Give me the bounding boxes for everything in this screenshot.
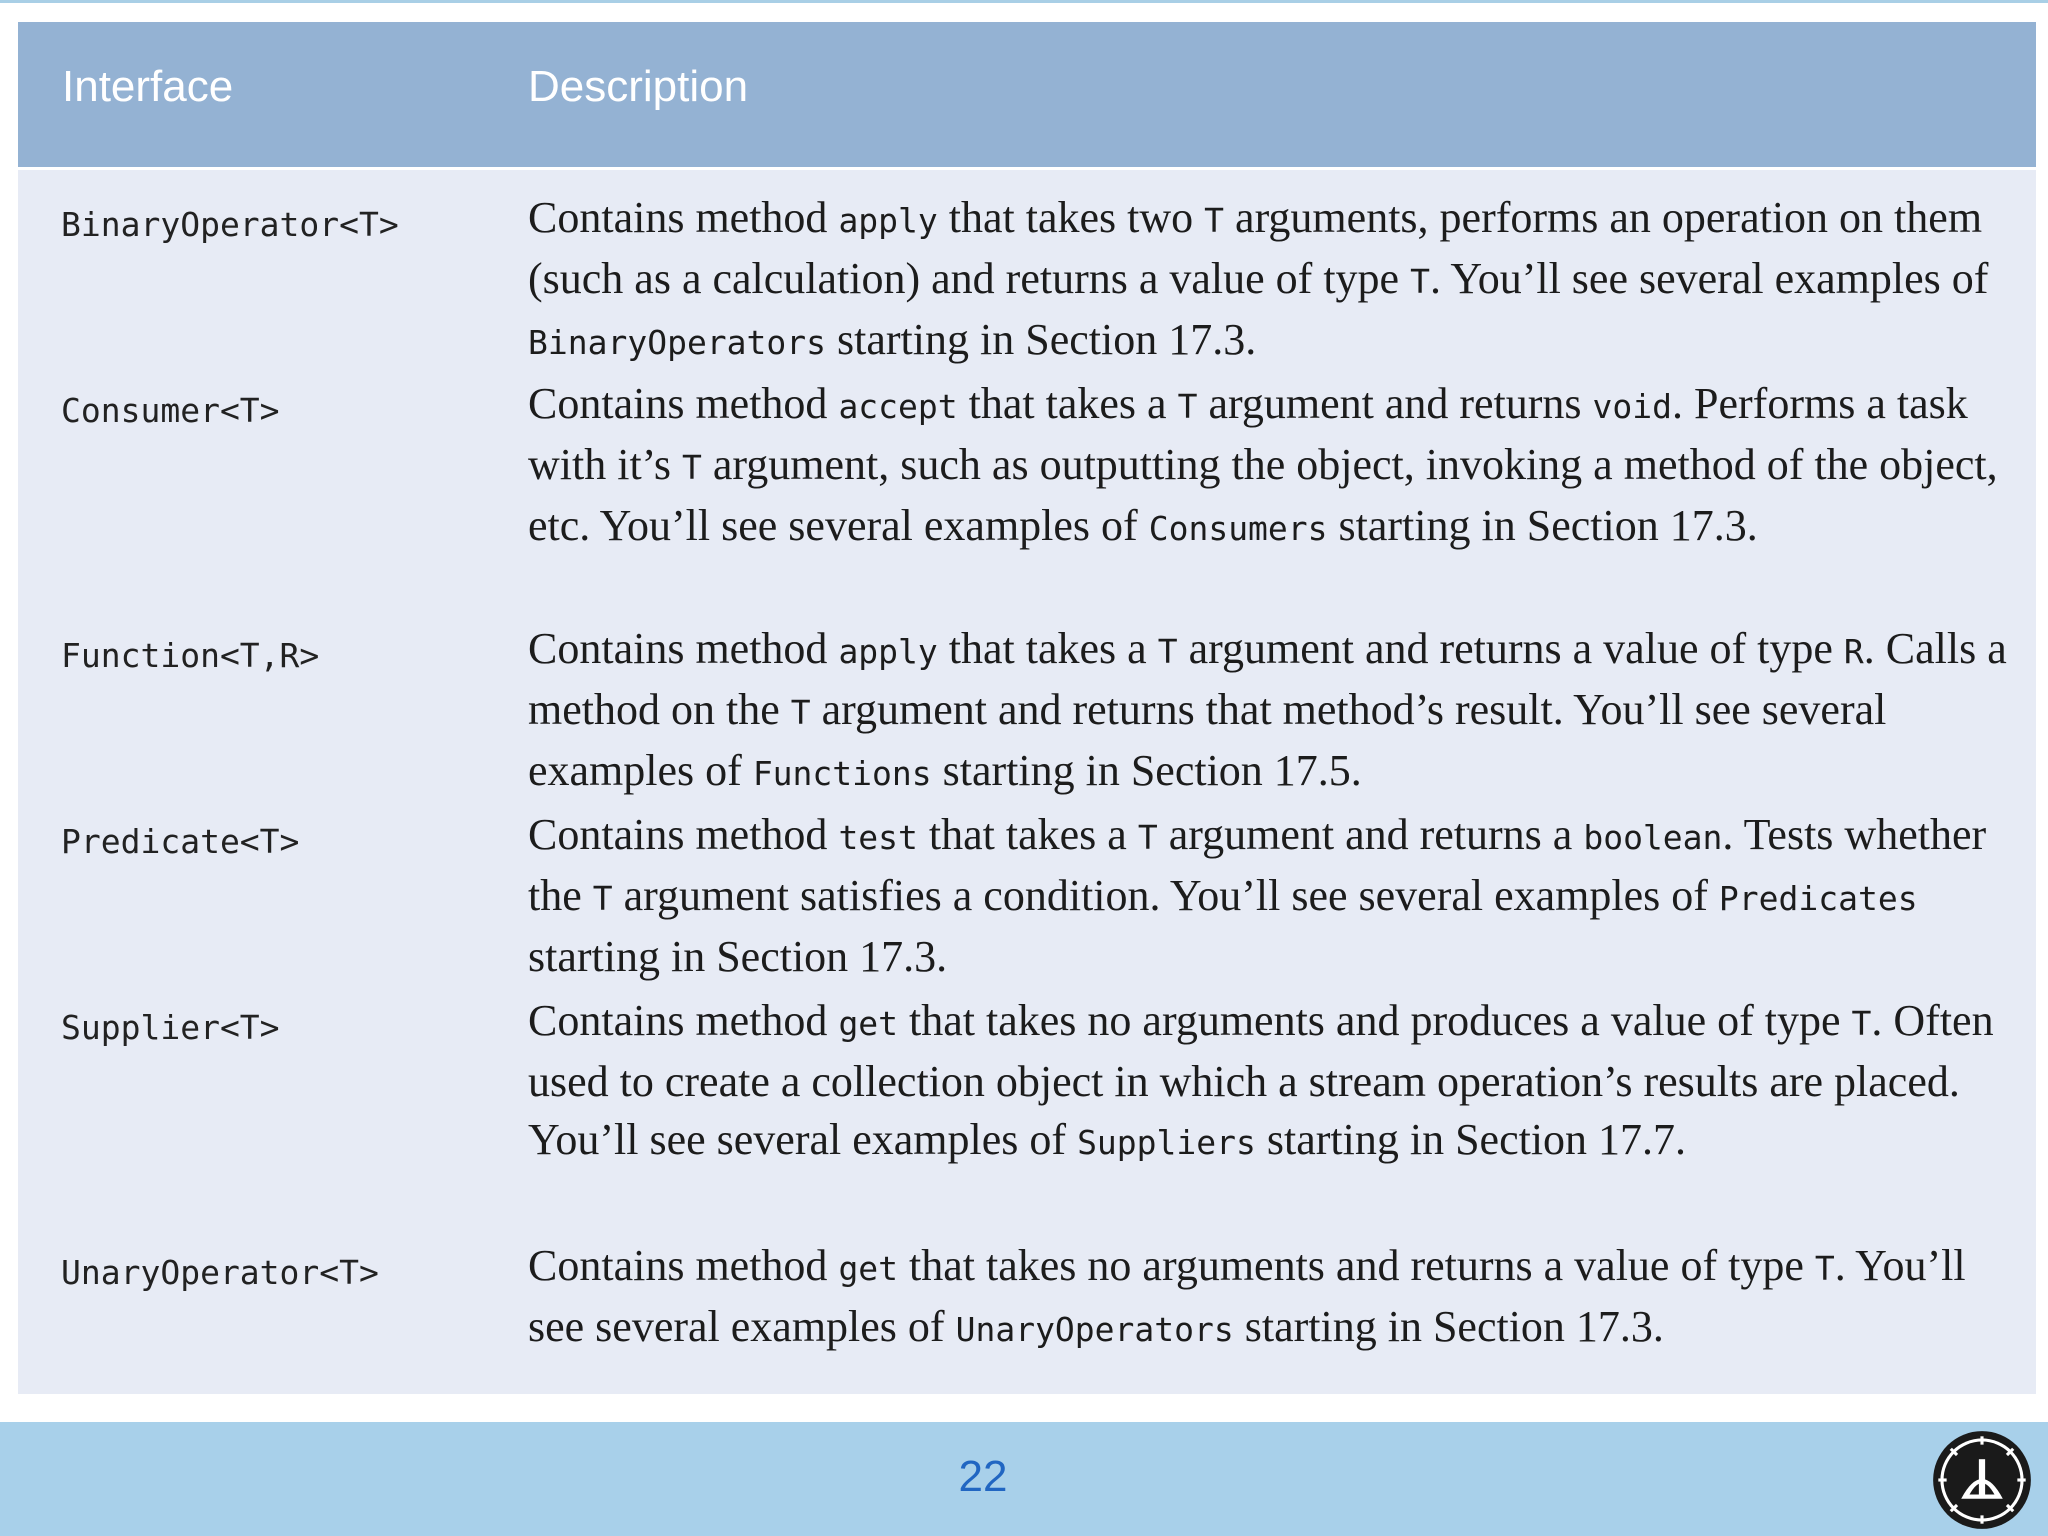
description-text: Contains method [528, 624, 839, 673]
description-text: Contains method [528, 193, 839, 242]
description-text: starting in Section 17.5. [931, 746, 1362, 795]
description-text: that takes no arguments and produces a value of type [898, 996, 1852, 1045]
interface-description [528, 1237, 2018, 1359]
code-term: apply [838, 632, 938, 671]
code-term: T [592, 879, 613, 918]
description-text: Contains method [528, 996, 839, 1045]
page-number: 22 [958, 1452, 1008, 1501]
slide-footer [0, 1422, 2048, 1536]
code-term: R [1843, 632, 1864, 671]
code-term: get [838, 1004, 899, 1043]
code-term: apply [838, 201, 938, 240]
interface-name: Consumer<T> [61, 391, 280, 430]
description-text: argument and returns [1197, 379, 1593, 428]
interface-description [528, 992, 2018, 1172]
description-text: that takes a [957, 379, 1178, 428]
interface-name: Supplier<T> [61, 1008, 280, 1047]
description-text: argument and returns a value of type [1177, 624, 1844, 673]
description-text: arguments, performs an operation on them (such as a calculation) and returns a value of type [528, 193, 1983, 303]
code-term: T [1137, 818, 1158, 857]
top-rule [0, 0, 2048, 3]
interface-name: BinaryOperator<T> [61, 205, 399, 244]
code-term: boolean [1583, 818, 1723, 857]
interface-name: UnaryOperator<T> [61, 1253, 379, 1292]
description-text: . Performs a task with it’s [528, 379, 1968, 489]
description-text: starting in Section 17.7. [1255, 1115, 1687, 1164]
code-term: T [1851, 1004, 1872, 1043]
university-seal-icon [1930, 1428, 2034, 1532]
description-text: . You’ll see several examples of [1429, 254, 1989, 303]
code-term: test [838, 818, 918, 857]
interface-name: Function<T,R> [61, 636, 320, 675]
interface-description [528, 189, 2018, 372]
code-term: get [838, 1249, 899, 1288]
description-text: Contains method [528, 1241, 839, 1290]
description-text: argument and returns that method’s result. You’ll see several examples of [528, 685, 1887, 795]
code-term: accept [838, 387, 958, 426]
description-text: argument satisfies a condition. You’ll see several examples of [612, 871, 1719, 920]
code-term: T [1204, 201, 1225, 240]
description-text: . Tests whether the [528, 810, 1987, 920]
code-term: BinaryOperators [528, 323, 827, 362]
description-text: . Often used to create a collection object in which a stream operation’s results are placed. You’ll see several examples of [528, 996, 1994, 1164]
code-term: Functions [752, 754, 932, 793]
code-term: Suppliers [1077, 1123, 1256, 1162]
code-term: Predicates [1718, 879, 1918, 918]
interface-description [528, 620, 2018, 803]
description-text: starting in Section 17.3. [528, 932, 948, 981]
description-text: . You’ll see several examples of [528, 1241, 1966, 1351]
interface-description [528, 806, 2018, 986]
table-header [18, 22, 2036, 170]
interfaces-table [18, 22, 2036, 1394]
description-text: . Calls a method on the [528, 624, 2007, 734]
code-term: T [682, 448, 702, 487]
description-text: argument and returns a [1157, 810, 1584, 859]
interface-description [528, 375, 2018, 558]
description-text: Contains method [528, 810, 839, 859]
code-term: T [1410, 262, 1430, 301]
description-text: Contains method [528, 379, 839, 428]
code-term: void [1592, 387, 1673, 426]
description-text: argument, such as outputting the object, invoking a method of the object, etc. You’ll see several examples of [528, 440, 1998, 550]
description-text: starting in Section 17.3. [1327, 501, 1758, 550]
interface-name: Predicate<T> [61, 822, 300, 861]
description-text: starting in Section 17.3. [1233, 1302, 1664, 1351]
code-term: UnaryOperators [955, 1310, 1234, 1349]
description-text: starting in Section 17.3. [826, 315, 1257, 364]
code-term: T [1177, 387, 1198, 426]
description-text: that takes no arguments and returns a value of type [898, 1241, 1815, 1290]
column-header-interface: Interface [62, 62, 234, 111]
code-term: T [790, 693, 811, 732]
description-text: that takes a [937, 624, 1158, 673]
description-text: that takes two [937, 193, 1205, 242]
description-text: that takes a [917, 810, 1138, 859]
code-term: Consumers [1148, 509, 1328, 548]
code-term: T [1157, 632, 1178, 671]
code-term: T [1814, 1249, 1835, 1288]
column-header-description: Description [528, 62, 749, 111]
